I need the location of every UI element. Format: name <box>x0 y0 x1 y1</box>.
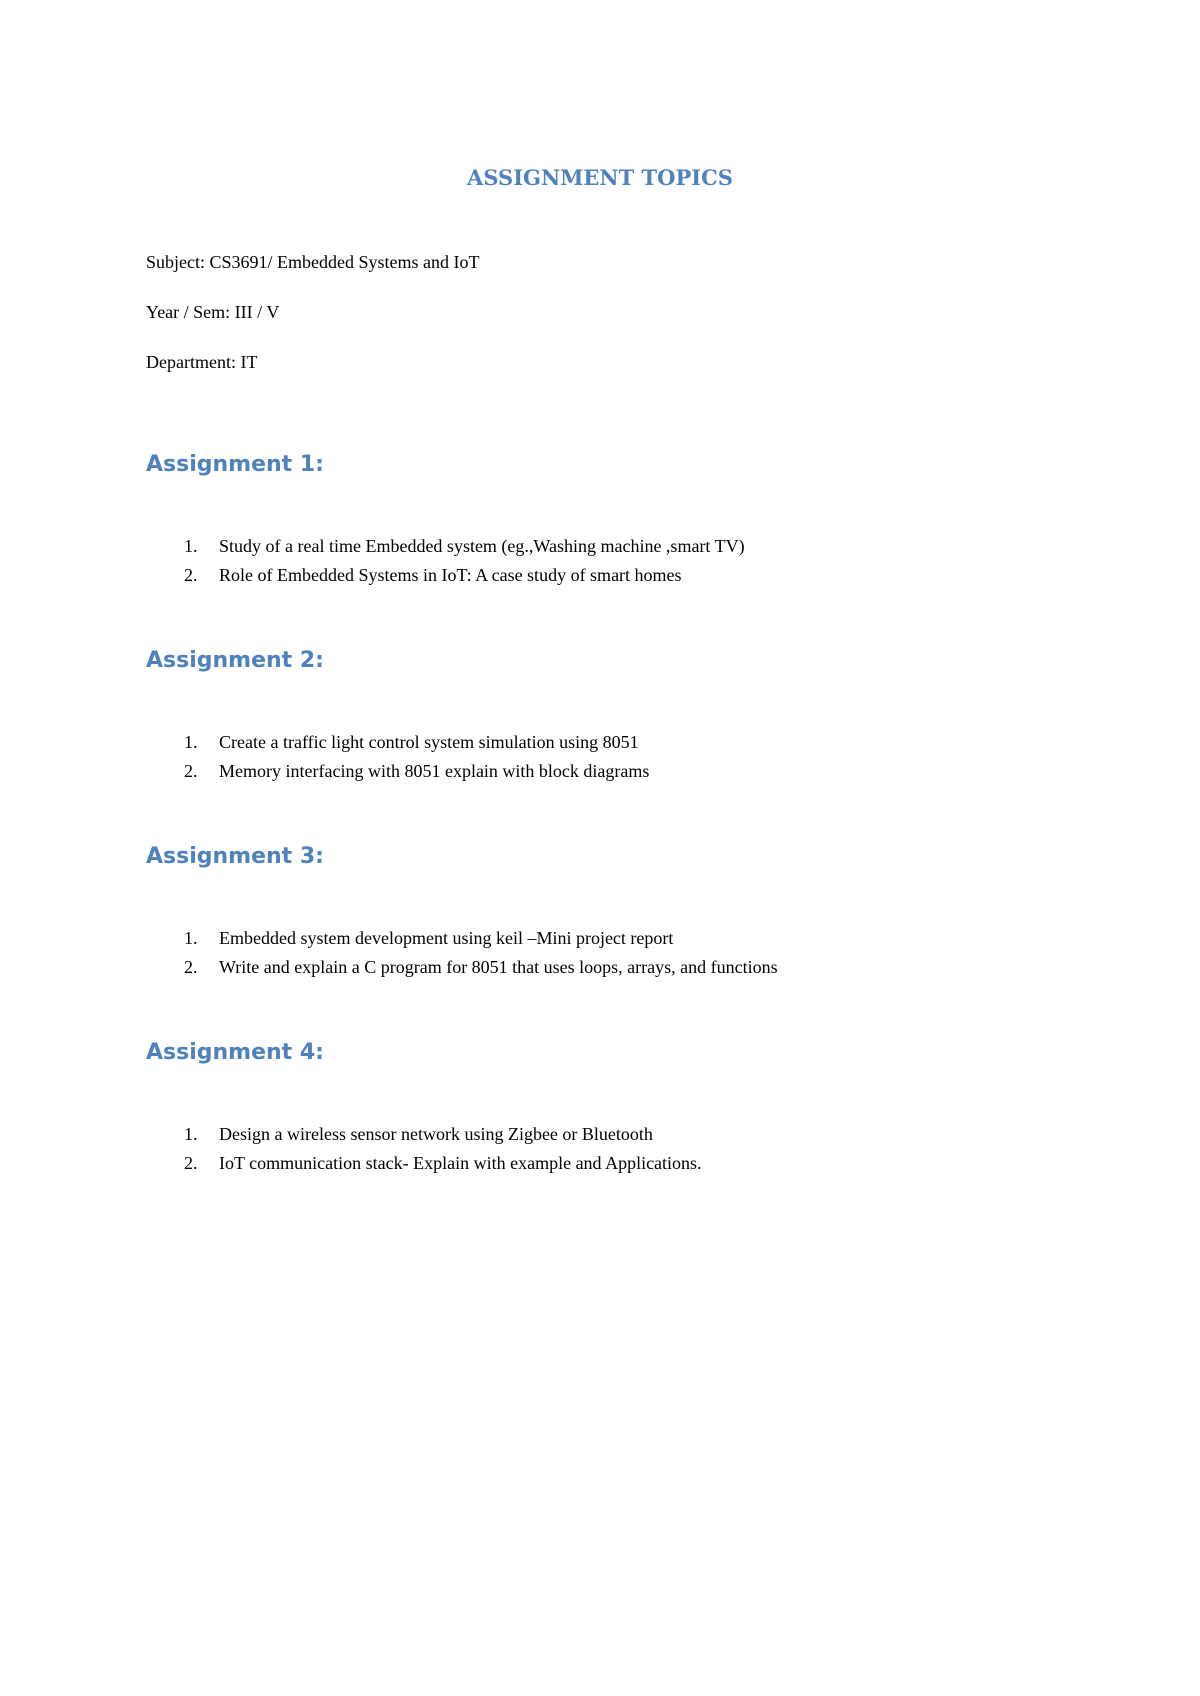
list-item <box>146 561 1146 590</box>
list-item <box>146 1120 1146 1149</box>
assignment-section-2 <box>146 648 1146 786</box>
assignment-section-3 <box>146 844 1146 982</box>
list-item-text: Create a traffic light control system simulation using 8051 <box>219 732 639 752</box>
list-item-number: 1. <box>184 732 198 752</box>
list-item-number: 1. <box>184 536 198 556</box>
assignment-list <box>146 924 1146 982</box>
assignment-heading: Assignment 3: <box>146 844 324 869</box>
list-item-number: 1. <box>184 928 198 948</box>
assignment-list <box>146 532 1146 590</box>
list-item-text: Design a wireless sensor network using Zigbee or Bluetooth <box>219 1124 653 1144</box>
list-item <box>146 757 1146 786</box>
list-item <box>146 532 1146 561</box>
list-item-text: Embedded system development using keil –Mini project report <box>219 928 674 948</box>
list-item-number: 2. <box>184 565 198 585</box>
list-item <box>146 1149 1146 1178</box>
list-item-text: Study of a real time Embedded system (eg.,Washing machine ,smart TV) <box>219 536 745 556</box>
list-item-number: 2. <box>184 957 198 977</box>
subject-line: Subject: CS3691/ Embedded Systems and IoT <box>146 252 480 272</box>
assignment-heading: Assignment 1: <box>146 452 324 477</box>
list-item-number: 2. <box>184 1153 198 1173</box>
assignment-heading: Assignment 2: <box>146 648 324 673</box>
assignment-list <box>146 1120 1146 1178</box>
assignment-list <box>146 728 1146 786</box>
list-item-text: IoT communication stack- Explain with example and Applications. <box>219 1153 702 1173</box>
document-title: ASSIGNMENT TOPICS <box>467 165 733 190</box>
list-item-text: Role of Embedded Systems in IoT: A case study of smart homes <box>219 565 682 585</box>
year-sem-line: Year / Sem: III / V <box>146 302 280 322</box>
list-item <box>146 953 1146 982</box>
assignment-section-4 <box>146 1040 1146 1178</box>
assignment-heading: Assignment 4: <box>146 1040 324 1065</box>
list-item <box>146 924 1146 953</box>
list-item-number: 2. <box>184 761 198 781</box>
department-line: Department: IT <box>146 352 258 372</box>
list-item-text: Write and explain a C program for 8051 that uses loops, arrays, and functions <box>219 957 778 977</box>
assignment-section-1 <box>146 452 1146 590</box>
list-item-text: Memory interfacing with 8051 explain with block diagrams <box>219 761 650 781</box>
list-item-number: 1. <box>184 1124 198 1144</box>
list-item <box>146 728 1146 757</box>
